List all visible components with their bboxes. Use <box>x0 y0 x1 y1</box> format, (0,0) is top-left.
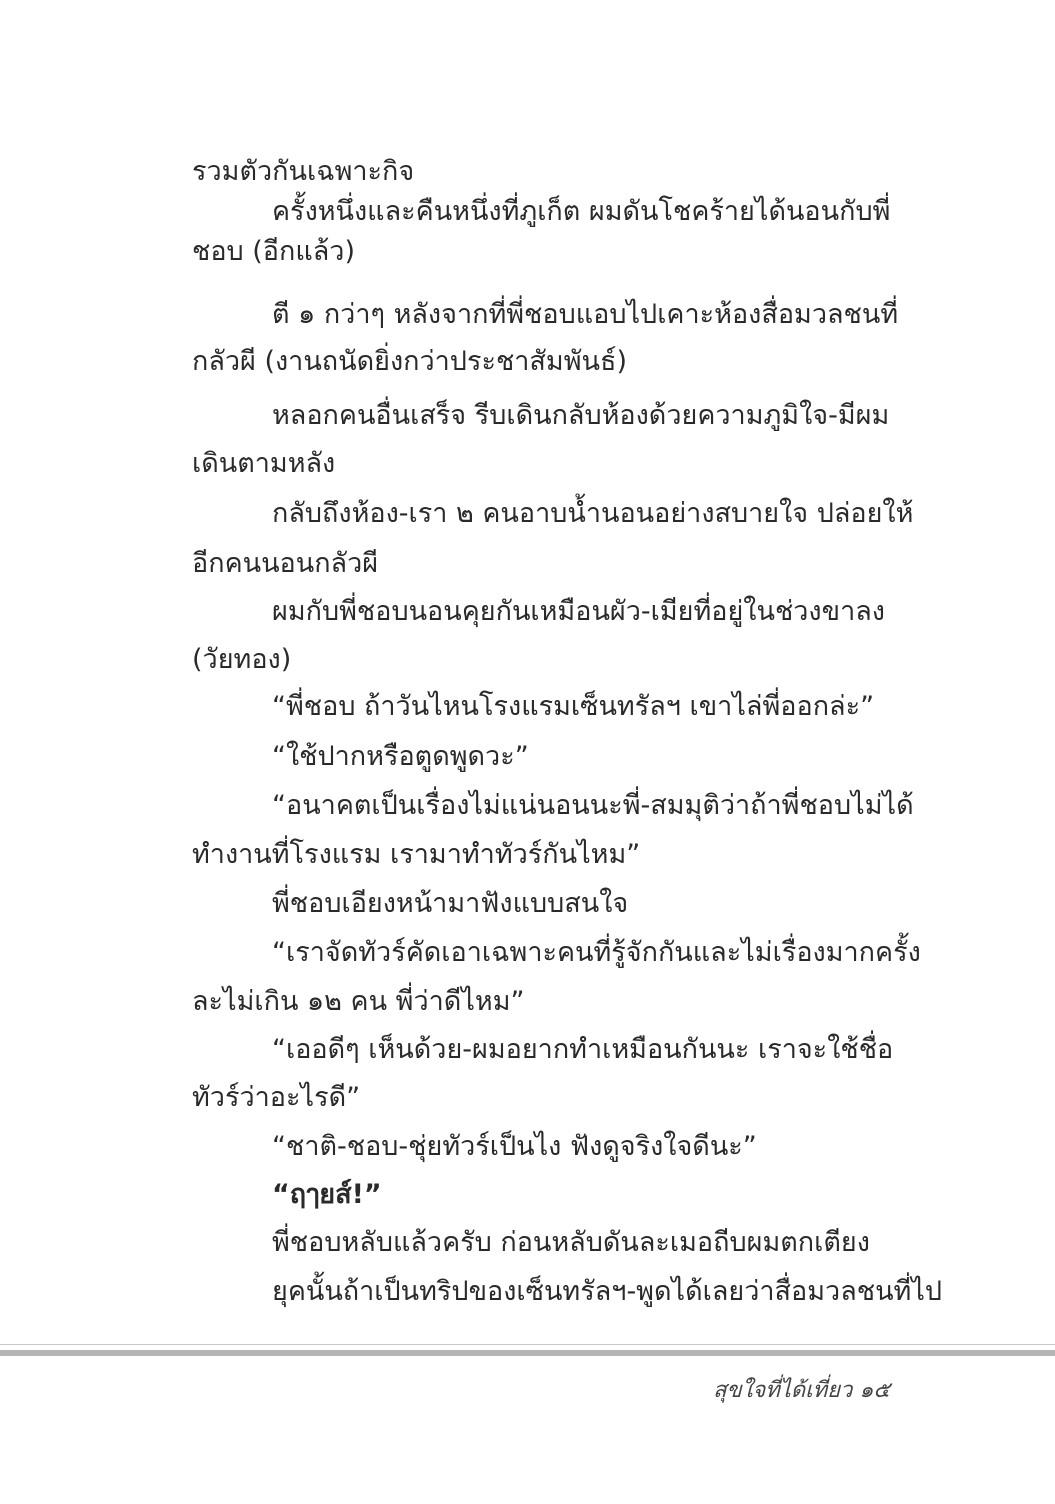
paragraph-line: กลับถึงห้อง-เรา ๒ คนอาบน้ำนอนอย่างสบายใจ ปล่อยให้ <box>272 498 914 529</box>
footer-divider <box>0 1350 1055 1356</box>
paragraph-line: ทัวร์ว่าอะไรดี” <box>192 1082 361 1113</box>
paragraph-line: “อนาคตเป็นเรื่องไม่แน่นอนนะพี่-สมมุติว่าถ้าพี่ชอบไม่ได้ <box>272 790 914 821</box>
paragraph-line: (วัยทอง) <box>192 644 292 675</box>
paragraph-line: “เราจัดทัวร์คัดเอาเฉพาะคนที่รู้จักกันและไม่เรื่องมากครั้ง <box>272 937 921 968</box>
paragraph-line: “ใช้ปากหรือตูดพูดวะ” <box>272 741 529 772</box>
paragraph-line: กลัวผี (งานถนัดยิ่งกว่าประชาสัมพันธ์) <box>192 346 627 377</box>
paragraph-line: พี่ชอบเอียงหน้ามาฟังแบบสนใจ <box>272 888 629 919</box>
paragraph-line: “พี่ชอบ ถ้าวันไหนโรงแรมเซ็นทรัลฯ เขาไล่พี่ออกล่ะ” <box>272 691 875 722</box>
paragraph-line: ครั้งหนึ่งและคืนหนึ่งที่ภูเก็ต ผมดันโชคร้ายได้นอนกับพี่ <box>272 196 891 227</box>
paragraph-line: ทำงานที่โรงแรม เรามาทำทัวร์กันไหม” <box>192 839 641 870</box>
paragraph-line: “ชาติ-ชอบ-ชุ่ยทัวร์เป็นไง ฟังดูจริงใจดีนะ” <box>272 1131 757 1162</box>
paragraph-line: ตี ๑ กว่าๆ หลังจากที่พี่ชอบแอบไปเคาะห้องสื่อมวลชนที่ <box>272 299 899 330</box>
paragraph-line: “ฤๅยส์!” <box>272 1179 382 1210</box>
paragraph-line: รวมตัวกันเฉพาะกิจ <box>192 156 415 187</box>
running-footer: สุขใจที่ได้เที่ยว ๑๕ <box>713 1378 890 1403</box>
paragraph-line: พี่ชอบหลับแล้วครับ ก่อนหลับดันละเมอถีบผมตกเตียง <box>272 1227 870 1258</box>
paragraph-line: ละไม่เกิน ๑๒ คน พี่ว่าดีไหม” <box>192 986 525 1017</box>
paragraph-line: ชอบ (อีกแล้ว) <box>192 236 356 267</box>
paragraph-line: เดินตามหลัง <box>192 448 336 479</box>
paragraph-line: ผมกับพี่ชอบนอนคุยกันเหมือนผัว-เมียที่อยู่ในช่วงขาลง <box>272 596 885 627</box>
paragraph-line: อีกคนนอนกลัวผี <box>192 548 379 579</box>
paragraph-line: หลอกคนอื่นเสร็จ รีบเดินกลับห้องด้วยความภูมิใจ-มีผม <box>272 400 890 431</box>
footer-divider-thin <box>0 1344 1055 1345</box>
paragraph-line: “เออดีๆ เห็นด้วย-ผมอยากทำเหมือนกันนะ เราจะใช้ชื่อ <box>272 1034 894 1065</box>
paragraph-line: ยุคนั้นถ้าเป็นทริปของเซ็นทรัลฯ-พูดได้เลยว่าสื่อมวลชนที่ไป <box>272 1276 943 1307</box>
